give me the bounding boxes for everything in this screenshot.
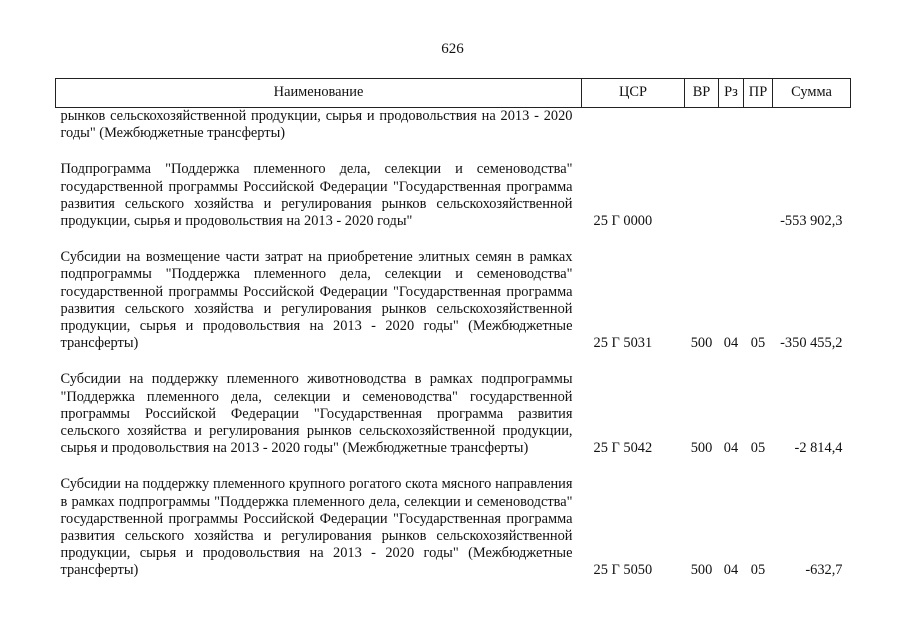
table-row (56, 230, 851, 352)
row-sum (773, 108, 851, 143)
row-name: Субсидии на поддержку племенного животноводства в рамках подпрограммы "Поддержка племенного дела, селекции и семеноводства" государственной программы Российской Федерации "Государственная программа развития сельского хозяйства и регулирования рынков сельскохозяйственной продукции, сырья и продовольствия на 2013 - 2020 годы" (Межбюджетные трансферты) (60, 371, 573, 457)
row-sum: -350 455,2 (780, 335, 843, 352)
table-row (56, 457, 851, 579)
row-vr: 500 (690, 440, 713, 457)
row-rz (719, 142, 744, 230)
row-vr: 500 (690, 562, 713, 579)
row-sum: -632,7 (805, 562, 843, 579)
header-sum: Сумма (773, 79, 851, 108)
row-csr: 25 Г 5042 (593, 440, 653, 457)
table-row (56, 352, 851, 457)
row-pr: 05 (750, 335, 766, 352)
header-pr: ПР (744, 79, 773, 108)
row-pr: 05 (750, 440, 766, 457)
header-vr: ВР (685, 79, 719, 108)
row-csr (582, 108, 685, 143)
row-pr (744, 142, 773, 230)
row-csr: 25 Г 5050 (593, 562, 653, 579)
row-name: рынков сельскохозяйственной продукции, сырья и продовольствия на 2013 - 2020 годы" (Межбюджетные трансферты) (60, 108, 573, 142)
row-pr (744, 108, 773, 143)
row-pr: 05 (750, 562, 766, 579)
header-csr: ЦСР (582, 79, 685, 108)
row-csr: 25 Г 5031 (593, 335, 653, 352)
header-rz: Рз (719, 79, 744, 108)
row-name: Подпрограмма "Поддержка племенного дела, селекции и семеноводства" государственной программы Российской Федерации "Государственная программа развития сельского хозяйства и регулирования рынков сельскохозяйственной продукции, сырья и продовольствия на 2013 - 2020 годы" (60, 161, 573, 230)
row-name: Субсидии на возмещение части затрат на приобретение элитных семян в рамках подпрограммы "Поддержка племенного дела, селекции и семеноводства" государственной программы Российской Федерации "Государственная программа развития сельского хозяйства и регулирования рынков сельскохозяйственной продукции, сырья и продовольствия на 2013 - 2020 годы" (Межбюджетные трансферты) (60, 249, 573, 352)
header-name: Наименование (56, 79, 582, 108)
row-sum: -553 902,3 (780, 213, 843, 230)
row-sum: -2 814,4 (794, 440, 843, 457)
table-row (56, 108, 851, 143)
table-header-row (56, 79, 851, 108)
row-rz (719, 108, 744, 143)
row-rz: 04 (723, 335, 739, 352)
row-vr (685, 108, 719, 143)
row-rz: 04 (723, 562, 739, 579)
page-number: 626 (441, 41, 464, 57)
row-rz: 04 (723, 440, 739, 457)
table-row (56, 142, 851, 230)
budget-table (55, 78, 851, 580)
row-vr: 500 (690, 335, 713, 352)
row-csr: 25 Г 0000 (593, 213, 653, 230)
row-vr (685, 142, 719, 230)
row-name: Субсидии на поддержку племенного крупного рогатого скота мясного направления в рамках подпрограммы "Поддержка племенного дела, селекции и семеноводства" государственной программы Российской Федерации "Государственная программа развития сельского хозяйства и регулирования рынков сельскохозяйственной продукции, сырья и продовольствия на 2013 - 2020 годы" (Межбюджетные трансферты) (60, 476, 573, 579)
